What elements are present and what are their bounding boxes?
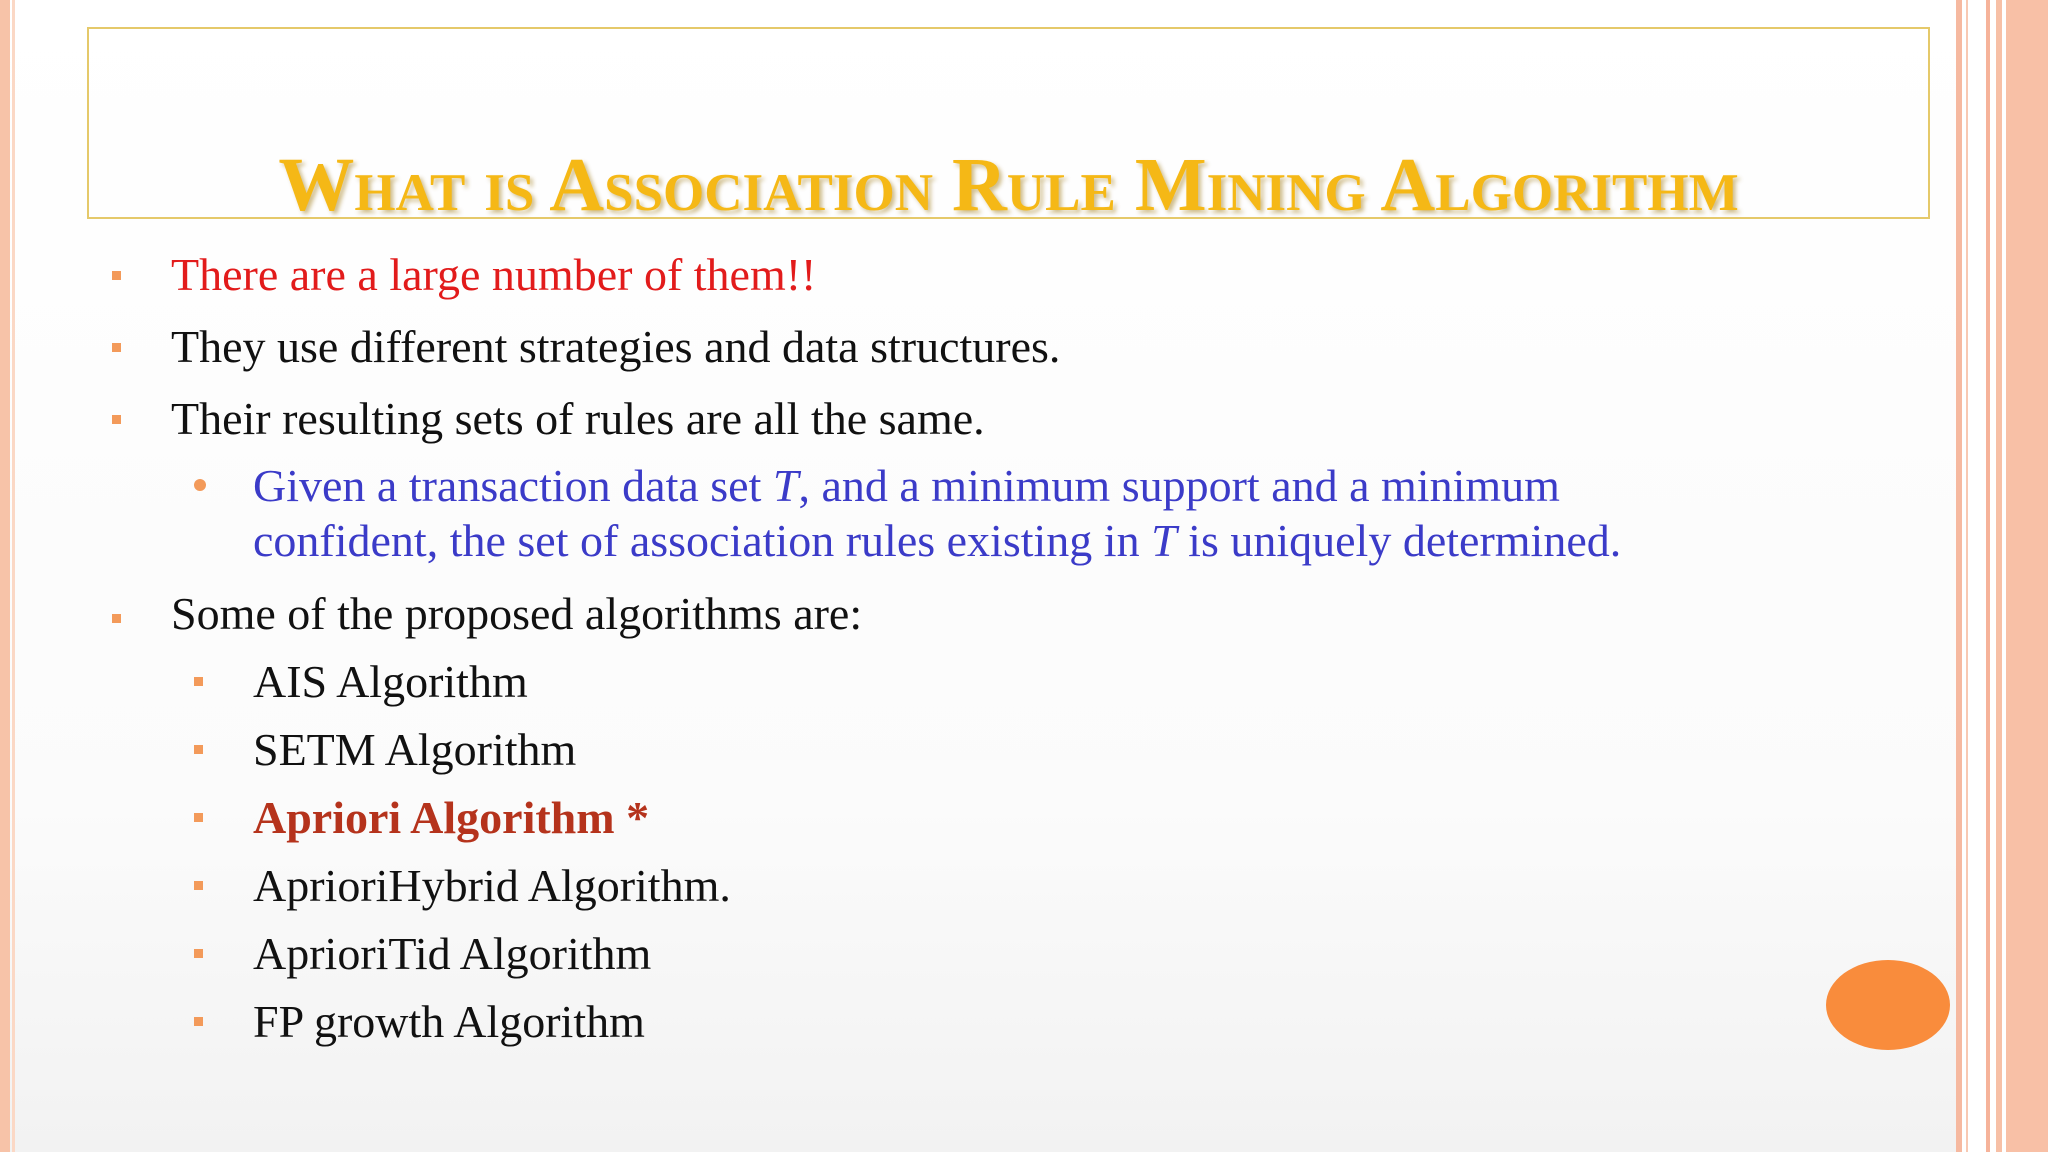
algorithm-item: AprioriTid Algorithm xyxy=(253,928,652,979)
sub-bullet-text: , and a minimum support and a minimum xyxy=(798,460,1560,511)
bullet-square-icon xyxy=(194,949,203,958)
bullet-square-icon xyxy=(194,881,203,890)
algorithm-item: FP growth Algorithm xyxy=(253,996,645,1047)
bullet-square-icon xyxy=(112,614,121,623)
slide-title: What is Association Rule Mining Algorithm xyxy=(278,143,1739,227)
title-box xyxy=(87,27,1930,227)
algorithm-item-highlighted: Apriori Algorithm * xyxy=(253,792,650,843)
algorithm-item: AIS Algorithm xyxy=(253,656,528,707)
bullet-square-icon xyxy=(112,271,121,280)
bullet-square-icon xyxy=(194,677,203,686)
bullet-text-1: There are a large number of them!! xyxy=(171,249,817,300)
variable-t: T xyxy=(772,460,799,511)
left-decorative-stripe-thin xyxy=(12,0,15,1152)
bullet-square-icon xyxy=(194,1017,203,1026)
sub-bullet-text: Given a transaction data set xyxy=(253,460,773,511)
bullet-square-icon xyxy=(194,813,203,822)
left-decorative-stripe xyxy=(0,0,10,1152)
bullet-dot-icon xyxy=(194,479,206,491)
bullet-square-icon xyxy=(194,745,203,754)
bullet-square-icon xyxy=(112,415,121,424)
algorithm-item: AprioriHybrid Algorithm. xyxy=(253,860,731,911)
bullet-text-2: They use different strategies and data structures. xyxy=(171,321,1061,372)
right-decorative-stripes xyxy=(1956,0,2048,1152)
sub-bullet-line-1 xyxy=(253,460,1560,512)
variable-t: T xyxy=(1151,515,1177,566)
bullet-square-icon xyxy=(112,343,121,352)
bullet-text-4: Some of the proposed algorithms are: xyxy=(171,588,863,639)
bullet-text-3: Their resulting sets of rules are all the same. xyxy=(171,393,985,444)
sub-bullet-text: confident, the set of association rules existing in xyxy=(253,515,1152,566)
decorative-circle xyxy=(1826,960,1950,1050)
sub-bullet-text: is uniquely determined. xyxy=(1176,515,1622,566)
algorithm-item: SETM Algorithm xyxy=(253,724,577,775)
sub-bullet-line-2 xyxy=(253,515,1621,567)
